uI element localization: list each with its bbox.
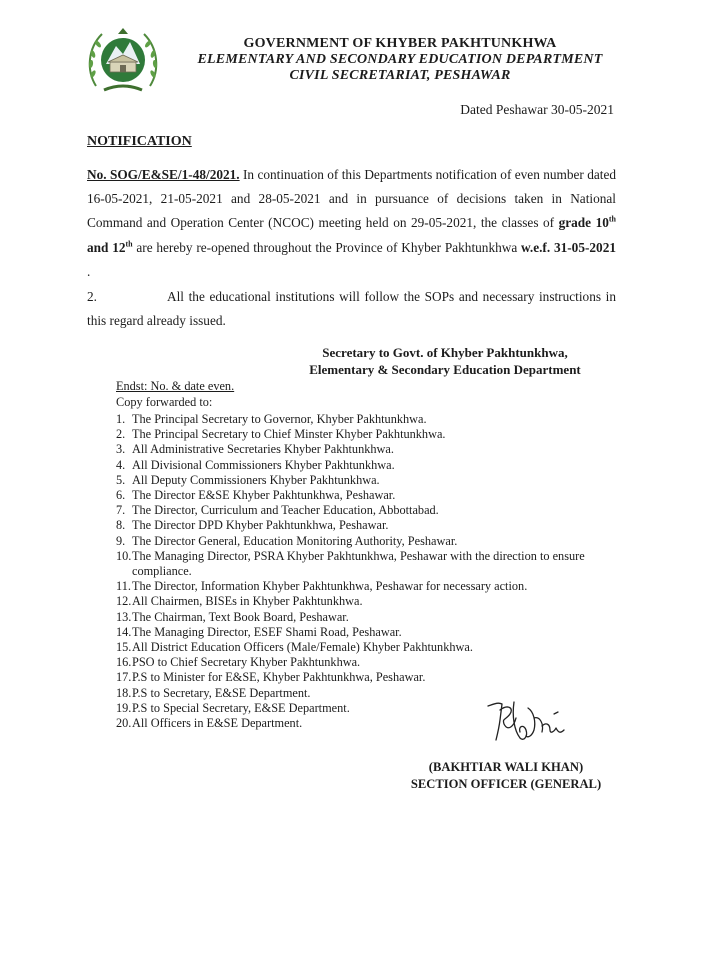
- list-item: [116, 427, 616, 442]
- list-item: [116, 442, 616, 457]
- list-item-number: 5.: [116, 472, 126, 487]
- endorsement-line: Endst: No. & date even.: [116, 379, 235, 393]
- copy-forwarded-label: Copy forwarded to:: [116, 395, 213, 409]
- wef-date: w.e.f. 31-05-2021: [521, 239, 616, 255]
- list-item-text: All Deputy Commissioners Khyber Pakhtunkhwa.: [132, 472, 380, 487]
- list-item-text: P.S to Special Secretary, E&SE Department.: [132, 700, 350, 715]
- paragraph-1: [87, 163, 616, 284]
- list-item-number: 3.: [116, 442, 126, 457]
- list-item-number: 7.: [116, 503, 126, 518]
- list-item: [116, 655, 616, 670]
- list-item-number: 4.: [116, 457, 126, 472]
- header-secretariat: CIVIL SECRETARIAT, PESHAWAR: [289, 68, 511, 83]
- list-item-text: The Director E&SE Khyber Pakhtunkhwa, Peshawar.: [132, 488, 396, 503]
- and-word: and: [87, 239, 113, 255]
- list-item: [116, 594, 616, 609]
- list-item: [116, 610, 616, 625]
- recipients-list: [116, 412, 616, 731]
- list-item-text: All Administrative Secretaries Khyber Pakhtunkhwa.: [132, 442, 394, 457]
- list-item-text: All Divisional Commissioners Khyber Pakhtunkhwa.: [132, 457, 395, 472]
- list-item-text: All District Education Officers (Male/Female) Khyber Pakhtunkhwa.: [132, 640, 473, 655]
- list-item-number: 20.: [116, 716, 132, 731]
- list-item-number: 1.: [116, 412, 126, 426]
- list-item: [116, 473, 616, 488]
- list-item-number: 11.: [116, 579, 131, 594]
- list-item-text: All Officers in E&SE Department.: [132, 716, 303, 731]
- list-item-number: 18.: [116, 685, 132, 700]
- list-item-number: 19.: [116, 700, 132, 715]
- paragraph-2-text: All the educational institutions will follow the SOPs and necessary instructions in this regard already issued.: [87, 289, 616, 329]
- list-item-number: 15.: [116, 640, 132, 655]
- list-item-number: 2.: [116, 427, 126, 442]
- list-item-text: P.S to Secretary, E&SE Department.: [132, 685, 311, 700]
- list-item-number: 14.: [116, 624, 132, 639]
- list-item-text: All Chairmen, BISEs in Khyber Pakhtunkhwa.: [132, 594, 363, 609]
- paragraph-2-number: 2.: [87, 289, 97, 304]
- list-item: [116, 488, 616, 503]
- kp-government-emblem-icon: [84, 24, 162, 96]
- list-item-text: The Managing Director, ESEF Shami Road, Peshawar.: [132, 624, 402, 639]
- signatory-name: (BAKHTIAR WALI KHAN): [428, 760, 584, 774]
- list-item: [116, 458, 616, 473]
- list-item: [116, 579, 616, 594]
- list-item-text: The Director General, Education Monitoring Authority, Peshawar.: [132, 533, 458, 548]
- secretary-line-2: Elementary & Secondary Education Department: [309, 362, 581, 377]
- list-item-number: 6.: [116, 488, 126, 503]
- grade-b: 12: [112, 239, 126, 255]
- list-item-number: 13.: [116, 609, 132, 624]
- list-item-text: The Director, Information Khyber Pakhtunkhwa, Peshawar for necessary action.: [132, 579, 528, 594]
- grade-b-sup: th: [125, 239, 133, 249]
- list-item: [116, 534, 616, 549]
- list-item-number: 8.: [116, 518, 126, 533]
- list-item: [116, 625, 616, 640]
- secretary-line-1: Secretary to Govt. of Khyber Pakhtunkhwa,: [322, 345, 568, 360]
- dated-line: Dated Peshawar 30-05-2021: [460, 102, 614, 117]
- list-item: [116, 670, 616, 685]
- list-item-text: The Director, Curriculum and Teacher Education, Abbottabad.: [132, 503, 439, 518]
- para1-end: .: [87, 263, 91, 279]
- para1-text-a: In continuation of this Departments notification of even number dated 16-05-2021, 21-05-2021 and 28-05-2021 and in pursuance of decisions taken in National Command and Operation Center (NCOC) meeting held on 29-05-2021, the classes of: [87, 167, 616, 231]
- list-item-text: P.S to Minister for E&SE, Khyber Pakhtunkhwa, Peshawar.: [132, 670, 426, 685]
- list-item: [116, 549, 616, 579]
- handwritten-signature-icon: [484, 696, 576, 748]
- header-government: GOVERNMENT OF KHYBER PAKHTUNKHWA: [243, 36, 557, 51]
- list-item-text: The Managing Director, PSRA Khyber Pakhtunkhwa, Peshawar with the direction to ensure compliance.: [132, 548, 585, 579]
- list-item-number: 16.: [116, 655, 132, 670]
- list-item-number: 17.: [116, 670, 132, 685]
- grade-a: grade 10: [558, 215, 609, 231]
- list-item-text: The Director DPD Khyber Pakhtunkhwa, Peshawar.: [132, 518, 389, 533]
- para1-text-b: are hereby re-opened throughout the Province of Khyber Pakhtunkhwa: [132, 239, 522, 255]
- list-item-number: 9.: [116, 533, 126, 548]
- header-department: ELEMENTARY AND SECONDARY EDUCATION DEPARTMENT: [197, 52, 603, 67]
- reference-number: No. SOG/E&SE/1-48/2021.: [87, 167, 240, 182]
- list-item-text: PSO to Chief Secretary Khyber Pakhtunkhwa.: [132, 655, 361, 670]
- list-item-text: The Principal Secretary to Chief Minster Khyber Pakhtunkhwa.: [132, 427, 446, 442]
- list-item-text: The Chairman, Text Book Board, Peshawar.: [132, 609, 349, 624]
- list-item-number: 10.: [116, 548, 132, 563]
- signatory-designation: SECTION OFFICER (GENERAL): [410, 777, 602, 791]
- list-item: [116, 518, 616, 533]
- list-item: [116, 503, 616, 518]
- list-item: [116, 412, 616, 427]
- list-item: [116, 640, 616, 655]
- list-item-number: 12.: [116, 594, 132, 609]
- list-item-text: The Principal Secretary to Governor, Khyber Pakhtunkhwa.: [132, 412, 427, 426]
- notification-title: NOTIFICATION: [87, 134, 192, 149]
- grade-a-sup: th: [608, 214, 616, 224]
- paragraph-2: [87, 285, 616, 333]
